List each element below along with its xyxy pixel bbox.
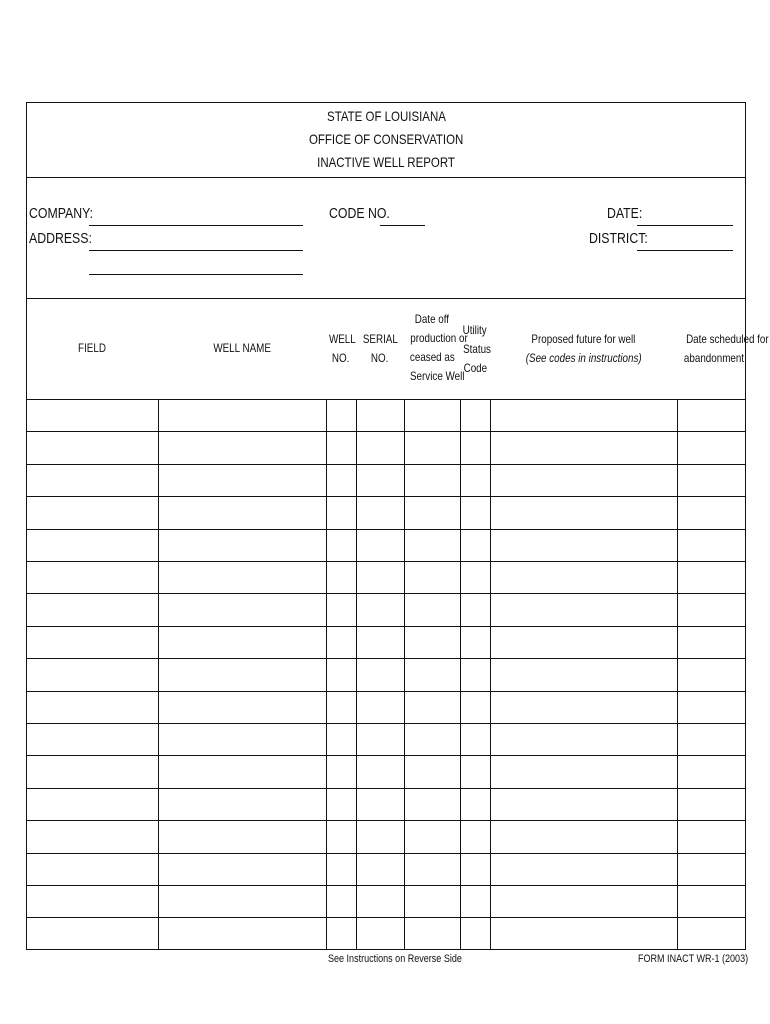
footer-form-id: FORM INACT WR-1 (2003) <box>638 953 749 965</box>
table-cell[interactable] <box>405 400 459 431</box>
form-header <box>27 103 745 178</box>
table-cell[interactable] <box>327 692 355 723</box>
table-cell[interactable] <box>405 627 459 658</box>
table-cell[interactable] <box>461 432 489 463</box>
table-cell[interactable] <box>678 530 746 561</box>
address-label: ADDRESS: <box>29 230 92 247</box>
table-cell[interactable] <box>405 918 459 949</box>
table-cell[interactable] <box>405 497 459 528</box>
table-cell[interactable] <box>28 465 157 496</box>
table-cell[interactable] <box>327 627 355 658</box>
table-cell[interactable] <box>491 432 676 463</box>
table-cell[interactable] <box>678 497 746 528</box>
code-no-label: CODE NO. <box>329 205 390 222</box>
table-cell[interactable] <box>357 692 403 723</box>
table-cell[interactable] <box>491 756 676 787</box>
table-cell[interactable] <box>159 692 325 723</box>
district-label: DISTRICT: <box>589 230 648 247</box>
table-cell[interactable] <box>678 594 746 625</box>
table-cell[interactable] <box>678 756 746 787</box>
table-cell[interactable] <box>491 692 676 723</box>
table-cell[interactable] <box>327 886 355 917</box>
col-serial-no: SERIAL NO. <box>362 332 398 365</box>
table-cell[interactable] <box>357 789 403 820</box>
table-cell[interactable] <box>461 562 489 593</box>
table-cell[interactable] <box>159 594 325 625</box>
table-cell[interactable] <box>491 594 676 625</box>
table-cell[interactable] <box>461 530 489 561</box>
table-cell[interactable] <box>357 918 403 949</box>
table-cell[interactable] <box>405 854 459 885</box>
table-cell[interactable] <box>461 594 489 625</box>
table-cell[interactable] <box>461 724 489 755</box>
table-cell[interactable] <box>678 627 746 658</box>
table-cell[interactable] <box>678 659 746 690</box>
date-field[interactable] <box>637 225 733 226</box>
col-date-off-production: Date off production or ceased as Service Well <box>409 312 468 383</box>
table-cell[interactable] <box>28 724 157 755</box>
table-cell[interactable] <box>491 821 676 852</box>
table-cell[interactable] <box>405 692 459 723</box>
company-field[interactable] <box>89 225 303 226</box>
table-cell[interactable] <box>357 724 403 755</box>
table-cell[interactable] <box>28 854 157 885</box>
table-cell[interactable] <box>461 854 489 885</box>
table-cell[interactable] <box>159 756 325 787</box>
table-cell[interactable] <box>159 821 325 852</box>
table-cell[interactable] <box>461 756 489 787</box>
table-cell[interactable] <box>461 789 489 820</box>
table-cell[interactable] <box>678 724 746 755</box>
table-cell[interactable] <box>159 432 325 463</box>
table-cell[interactable] <box>159 918 325 949</box>
table-cell[interactable] <box>327 821 355 852</box>
table-cell[interactable] <box>678 821 746 852</box>
company-info-section <box>27 177 745 299</box>
table-cell[interactable] <box>159 562 325 593</box>
table-cell[interactable] <box>357 659 403 690</box>
table-cell[interactable] <box>327 497 355 528</box>
table-cell[interactable] <box>357 854 403 885</box>
table-cell[interactable] <box>28 789 157 820</box>
table-cell[interactable] <box>461 659 489 690</box>
table-cell[interactable] <box>491 497 676 528</box>
company-label: COMPANY: <box>29 205 94 222</box>
table-cell[interactable] <box>28 659 157 690</box>
table-cell[interactable] <box>405 432 459 463</box>
table-cell[interactable] <box>491 854 676 885</box>
table-cell[interactable] <box>405 465 459 496</box>
table-cell[interactable] <box>491 465 676 496</box>
table-cell[interactable] <box>28 756 157 787</box>
table-cell[interactable] <box>357 432 403 463</box>
table-cell[interactable] <box>461 627 489 658</box>
table-cell[interactable] <box>327 562 355 593</box>
table-cell[interactable] <box>678 789 746 820</box>
table-cell[interactable] <box>357 594 403 625</box>
table-cell[interactable] <box>28 692 157 723</box>
table-cell[interactable] <box>327 724 355 755</box>
table-cell[interactable] <box>491 659 676 690</box>
address-field-line-1[interactable] <box>89 250 303 251</box>
table-cell[interactable] <box>28 821 157 852</box>
table-cell[interactable] <box>405 886 459 917</box>
table-cell[interactable] <box>28 562 157 593</box>
table-cell[interactable] <box>327 854 355 885</box>
table-cell[interactable] <box>405 789 459 820</box>
table-cell[interactable] <box>357 756 403 787</box>
col-utility-status-code: Utility Status Code <box>462 323 491 375</box>
table-cell[interactable] <box>28 497 157 528</box>
table-cell[interactable] <box>357 821 403 852</box>
table-cell[interactable] <box>678 465 746 496</box>
table-cell[interactable] <box>159 886 325 917</box>
table-cell[interactable] <box>327 530 355 561</box>
table-cell[interactable] <box>357 465 403 496</box>
table-cell[interactable] <box>678 692 746 723</box>
table-cell[interactable] <box>327 400 355 431</box>
table-cell[interactable] <box>491 789 676 820</box>
table-cell[interactable] <box>405 530 459 561</box>
date-label: DATE: <box>607 205 643 222</box>
table-cell[interactable] <box>461 692 489 723</box>
table-cell[interactable] <box>461 497 489 528</box>
table-cell[interactable] <box>491 886 676 917</box>
table-cell[interactable] <box>678 854 746 885</box>
table-cell[interactable] <box>405 659 459 690</box>
table-cell[interactable] <box>159 659 325 690</box>
table-cell[interactable] <box>678 918 746 949</box>
code-no-field[interactable] <box>380 225 425 226</box>
table-cell[interactable] <box>678 400 746 431</box>
inactive-well-report-form <box>26 102 769 950</box>
table-cell[interactable] <box>327 659 355 690</box>
table-cell[interactable] <box>491 724 676 755</box>
header-office: OFFICE OF CONSERVATION <box>308 131 464 147</box>
table-cell[interactable] <box>159 789 325 820</box>
col-field: FIELD <box>78 341 107 355</box>
table-cell[interactable] <box>461 886 489 917</box>
table-cell[interactable] <box>357 530 403 561</box>
address-field-line-2[interactable] <box>89 274 303 275</box>
table-cell[interactable] <box>491 530 676 561</box>
table-cell[interactable] <box>28 530 157 561</box>
table-cell[interactable] <box>405 594 459 625</box>
table-cell[interactable] <box>28 400 157 431</box>
table-cell[interactable] <box>678 562 746 593</box>
table-cell[interactable] <box>405 562 459 593</box>
table-cell[interactable] <box>159 627 325 658</box>
table-cell[interactable] <box>491 562 676 593</box>
table-cell[interactable] <box>159 400 325 431</box>
table-cell[interactable] <box>678 432 746 463</box>
table-cell[interactable] <box>327 789 355 820</box>
header-title: INACTIVE WELL REPORT <box>317 154 455 170</box>
table-cell[interactable] <box>491 400 676 431</box>
footer-instructions: See Instructions on Reverse Side <box>328 953 462 965</box>
table-cell[interactable] <box>491 918 676 949</box>
table-cell[interactable] <box>461 465 489 496</box>
table-cell[interactable] <box>28 886 157 917</box>
table-cell[interactable] <box>678 886 746 917</box>
column-headers <box>27 299 769 400</box>
table-cell[interactable] <box>159 530 325 561</box>
table-cell[interactable] <box>461 821 489 852</box>
table-cell[interactable] <box>461 400 489 431</box>
table-cell[interactable] <box>405 756 459 787</box>
table-cell[interactable] <box>405 724 459 755</box>
col-well-name: WELL NAME <box>213 341 271 355</box>
header-state: STATE OF LOUISIANA <box>326 108 446 124</box>
col-date-scheduled-abandonment: Date scheduled for abandonment. <box>683 332 769 365</box>
table-cell[interactable] <box>357 627 403 658</box>
table-cell[interactable] <box>159 465 325 496</box>
table-cell[interactable] <box>159 724 325 755</box>
table-cell[interactable] <box>357 562 403 593</box>
table-cell[interactable] <box>327 918 355 949</box>
table-cell[interactable] <box>405 821 459 852</box>
col-proposed-future: Proposed future for well (See codes in instructions) <box>525 332 642 365</box>
table-cell[interactable] <box>28 432 157 463</box>
table-cell[interactable] <box>327 465 355 496</box>
table-cell[interactable] <box>28 918 157 949</box>
table-cell[interactable] <box>327 756 355 787</box>
table-cell[interactable] <box>357 497 403 528</box>
table-cell[interactable] <box>327 594 355 625</box>
table-cell[interactable] <box>28 627 157 658</box>
table-cell[interactable] <box>159 497 325 528</box>
table-cell[interactable] <box>461 918 489 949</box>
table-cell[interactable] <box>28 594 157 625</box>
table-cell[interactable] <box>491 627 676 658</box>
table-cell[interactable] <box>327 432 355 463</box>
table-cell[interactable] <box>159 854 325 885</box>
col-well-no: WELL NO. <box>328 332 356 365</box>
district-field[interactable] <box>637 250 733 251</box>
table-cell[interactable] <box>357 886 403 917</box>
table-cell[interactable] <box>357 400 403 431</box>
